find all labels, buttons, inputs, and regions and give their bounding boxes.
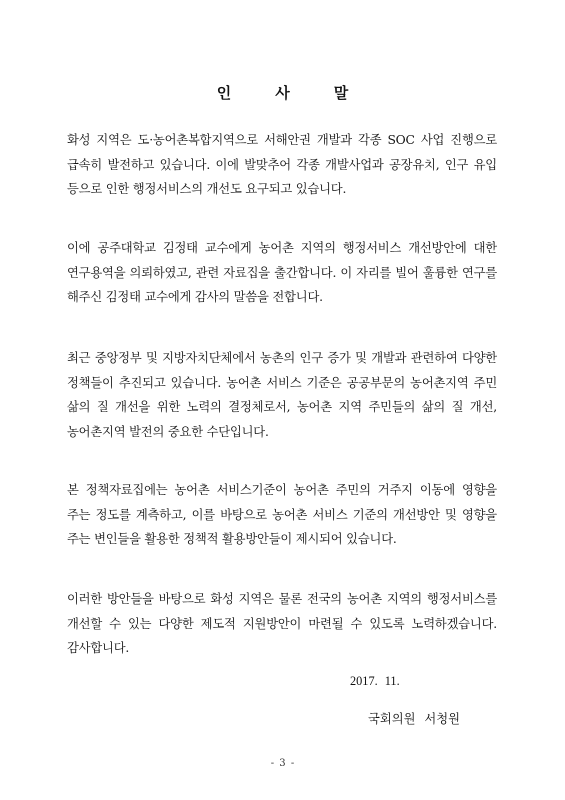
title-char-1: 인 xyxy=(216,84,232,102)
title-char-2: 사 xyxy=(275,84,290,102)
title-char-3: 말 xyxy=(333,84,349,102)
page-number: - 3 - xyxy=(270,758,295,769)
paragraph-4: 본 정책자료집에는 농어촌 서비스기준이 농어촌 주민의 거주지 이동에 영향을 주는 정도를 계측하고, 이를 바탕으로 농어촌 서비스 기준의 개선방안 및 영향을 주는 변인들을 활용한 정책적 활용방안들이 제시되어 있습니다. xyxy=(67,483,497,546)
signer-name: 국회의원 서청원 xyxy=(368,712,461,726)
paragraph-5: 이러한 방안들을 바탕으로 화성 지역은 물론 전국의 농어촌 지역의 행정서비스를 개선할 수 있는 다양한 제도적 지원방안이 마련될 수 있도록 노력하겠습니다. 감사합니다. xyxy=(67,592,497,655)
paragraph-2: 이에 공주대학교 김정태 교수에게 농어촌 지역의 행정서비스 개선방안에 대한 연구용역을 의뢰하였고, 관련 자료집을 출간합니다. 이 자리를 빌어 훌륭한 연구를 해주신 김정태 교수에게 감사의 말씀을 전합니다. xyxy=(67,241,497,304)
document-date: 2017. 11. xyxy=(350,674,400,688)
page-title xyxy=(0,82,565,103)
paragraph-1: 화성 지역은 도·농어촌복합지역으로 서해안권 개발과 각종 SOC 사업 진행으로 급속히 발전하고 있습니다. 이에 발맞추어 각종 개발사업과 공장유치, 인구 유입 등으로 인한 행정서비스의 개선도 요구되고 있습니다. xyxy=(67,133,497,196)
paragraph-3: 최근 중앙정부 및 지방자치단체에서 농촌의 인구 증가 및 개발과 관련하여 다양한 정책들이 추진되고 있습니다. 농어촌 서비스 기준은 공공부문의 농어촌지역 주민 삶의 질 개선을 위한 노력의 결정체로서, 농어촌 지역 주민들의 삶의 질 개선, 농어촌지역 발전의 중요한 수단입니다. xyxy=(67,351,497,439)
